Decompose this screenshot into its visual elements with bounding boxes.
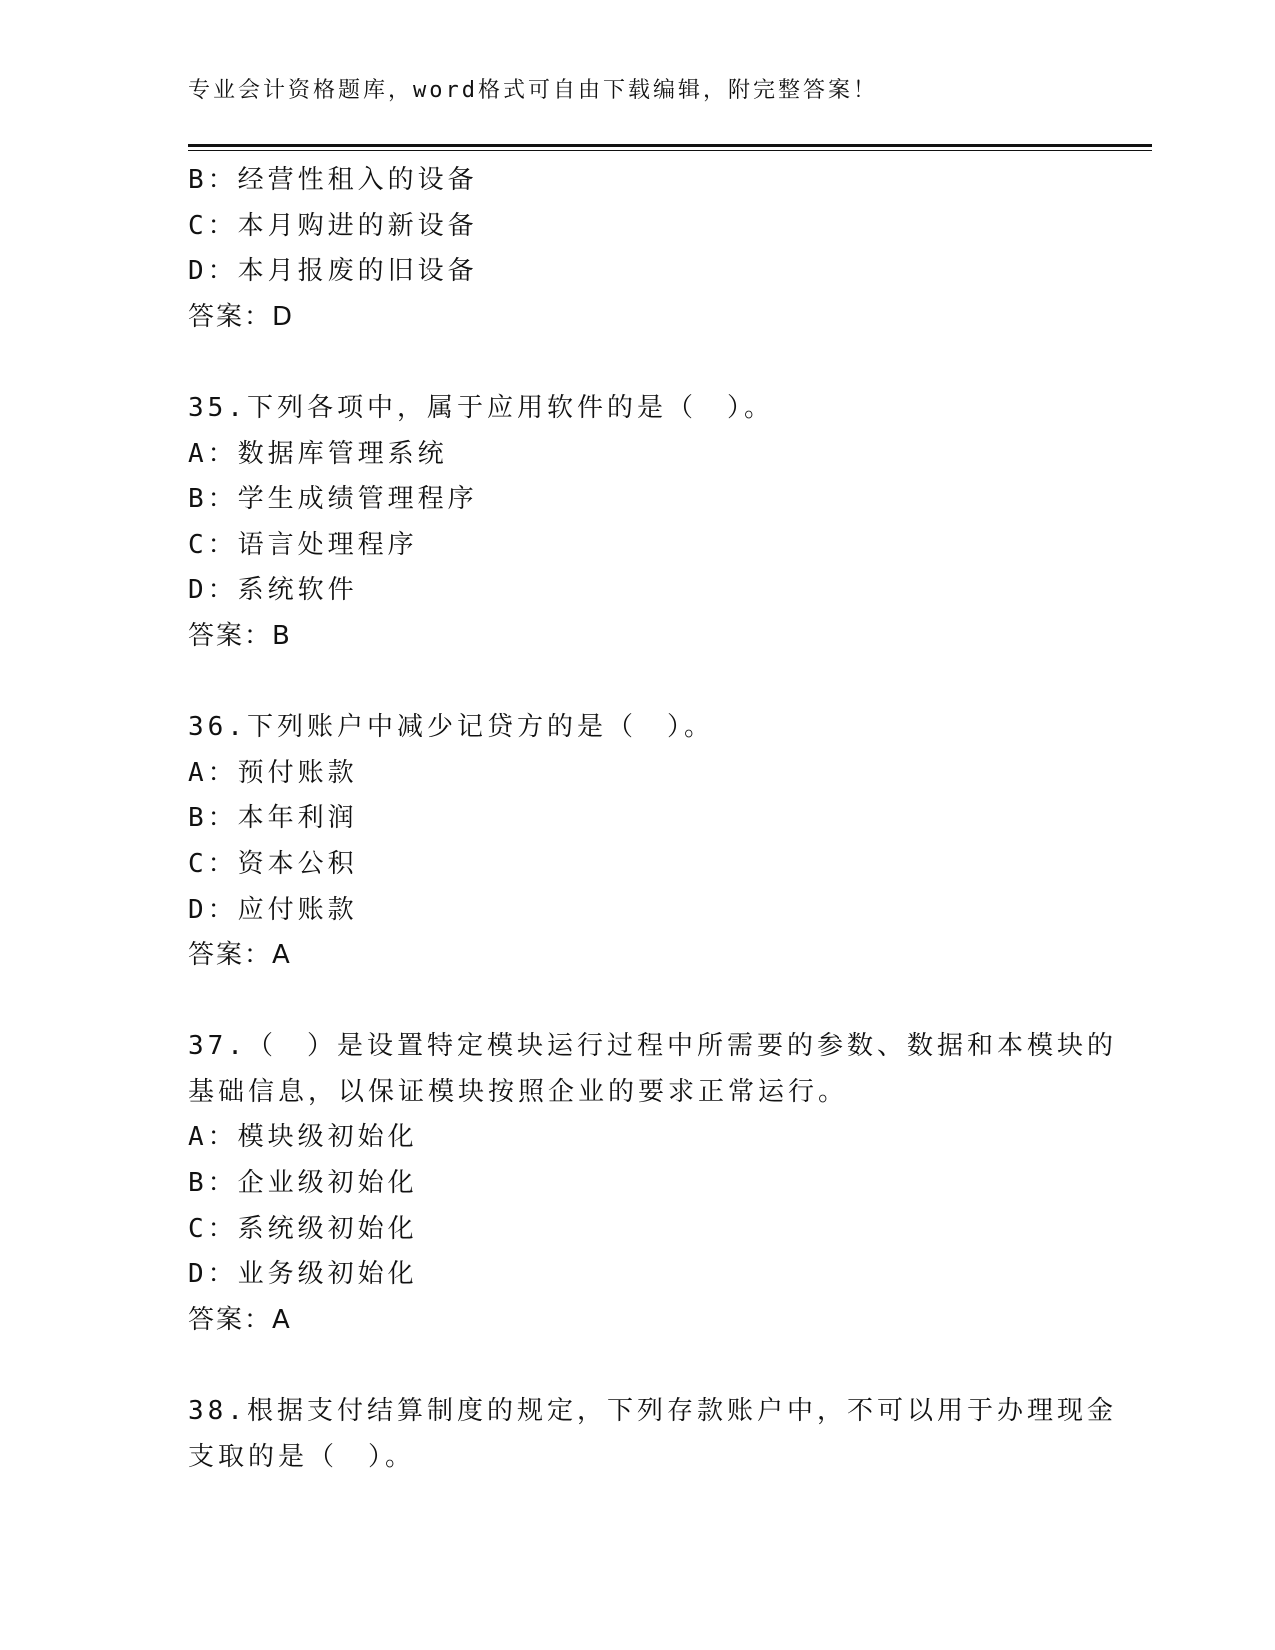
question-block-35 xyxy=(188,386,1088,660)
option-b: B：本年利润 xyxy=(188,803,358,834)
page-header-note: 专业会计资格题库，word格式可自由下载编辑，附完整答案！ xyxy=(188,78,878,103)
answer-line: 答案：A xyxy=(188,940,292,971)
header-divider-thick xyxy=(188,144,1152,147)
spacer xyxy=(188,660,1088,706)
question-block-38 xyxy=(188,1389,1117,1480)
option-c: C：资本公积 xyxy=(188,848,358,879)
option-b: B：企业级初始化 xyxy=(188,1168,418,1199)
option-a: A：数据库管理系统 xyxy=(188,438,448,469)
option-c: C：系统级初始化 xyxy=(188,1213,418,1244)
question-stem-line-2: 支取的是（ ）。 xyxy=(188,1441,416,1472)
question-stem: 36.下列账户中减少记贷方的是（ ）。 xyxy=(188,712,714,743)
option-d: D：业务级初始化 xyxy=(188,1259,418,1290)
question-stem-line-1: 37.（ ）是设置特定模块运行过程中所需要的参数、数据和本模块的 xyxy=(188,1031,1117,1062)
option-a: A：预付账款 xyxy=(188,757,358,788)
answer-line: 答案：D xyxy=(188,301,295,332)
answer-line: 答案：A xyxy=(188,1304,292,1335)
question-block-37 xyxy=(188,1024,1117,1343)
option-c: C：语言处理程序 xyxy=(188,529,418,560)
question-block-34 xyxy=(188,158,1088,340)
option-b: B：经营性租入的设备 xyxy=(188,165,478,195)
option-d: D：系统软件 xyxy=(188,575,358,606)
option-d: D：本月报废的旧设备 xyxy=(188,256,478,287)
option-a: A：模块级初始化 xyxy=(188,1122,418,1153)
option-b: B：学生成绩管理程序 xyxy=(188,484,478,515)
question-list xyxy=(188,158,1117,1480)
answer-line: 答案：B xyxy=(188,620,292,651)
spacer xyxy=(188,979,1088,1025)
option-c: C：本月购进的新设备 xyxy=(188,210,478,241)
header-divider-thin xyxy=(188,150,1152,151)
spacer xyxy=(188,340,1088,386)
spacer xyxy=(188,1343,1088,1389)
question-stem: 35.下列各项中，属于应用软件的是（ ）。 xyxy=(188,392,774,423)
question-stem-line-2: 基础信息，以保证模块按照企业的要求正常运行。 xyxy=(188,1076,849,1107)
question-block-36 xyxy=(188,705,1088,979)
question-stem-line-1: 38.根据支付结算制度的规定，下列存款账户中，不可以用于办理现金 xyxy=(188,1396,1117,1427)
option-d: D：应付账款 xyxy=(188,894,358,925)
